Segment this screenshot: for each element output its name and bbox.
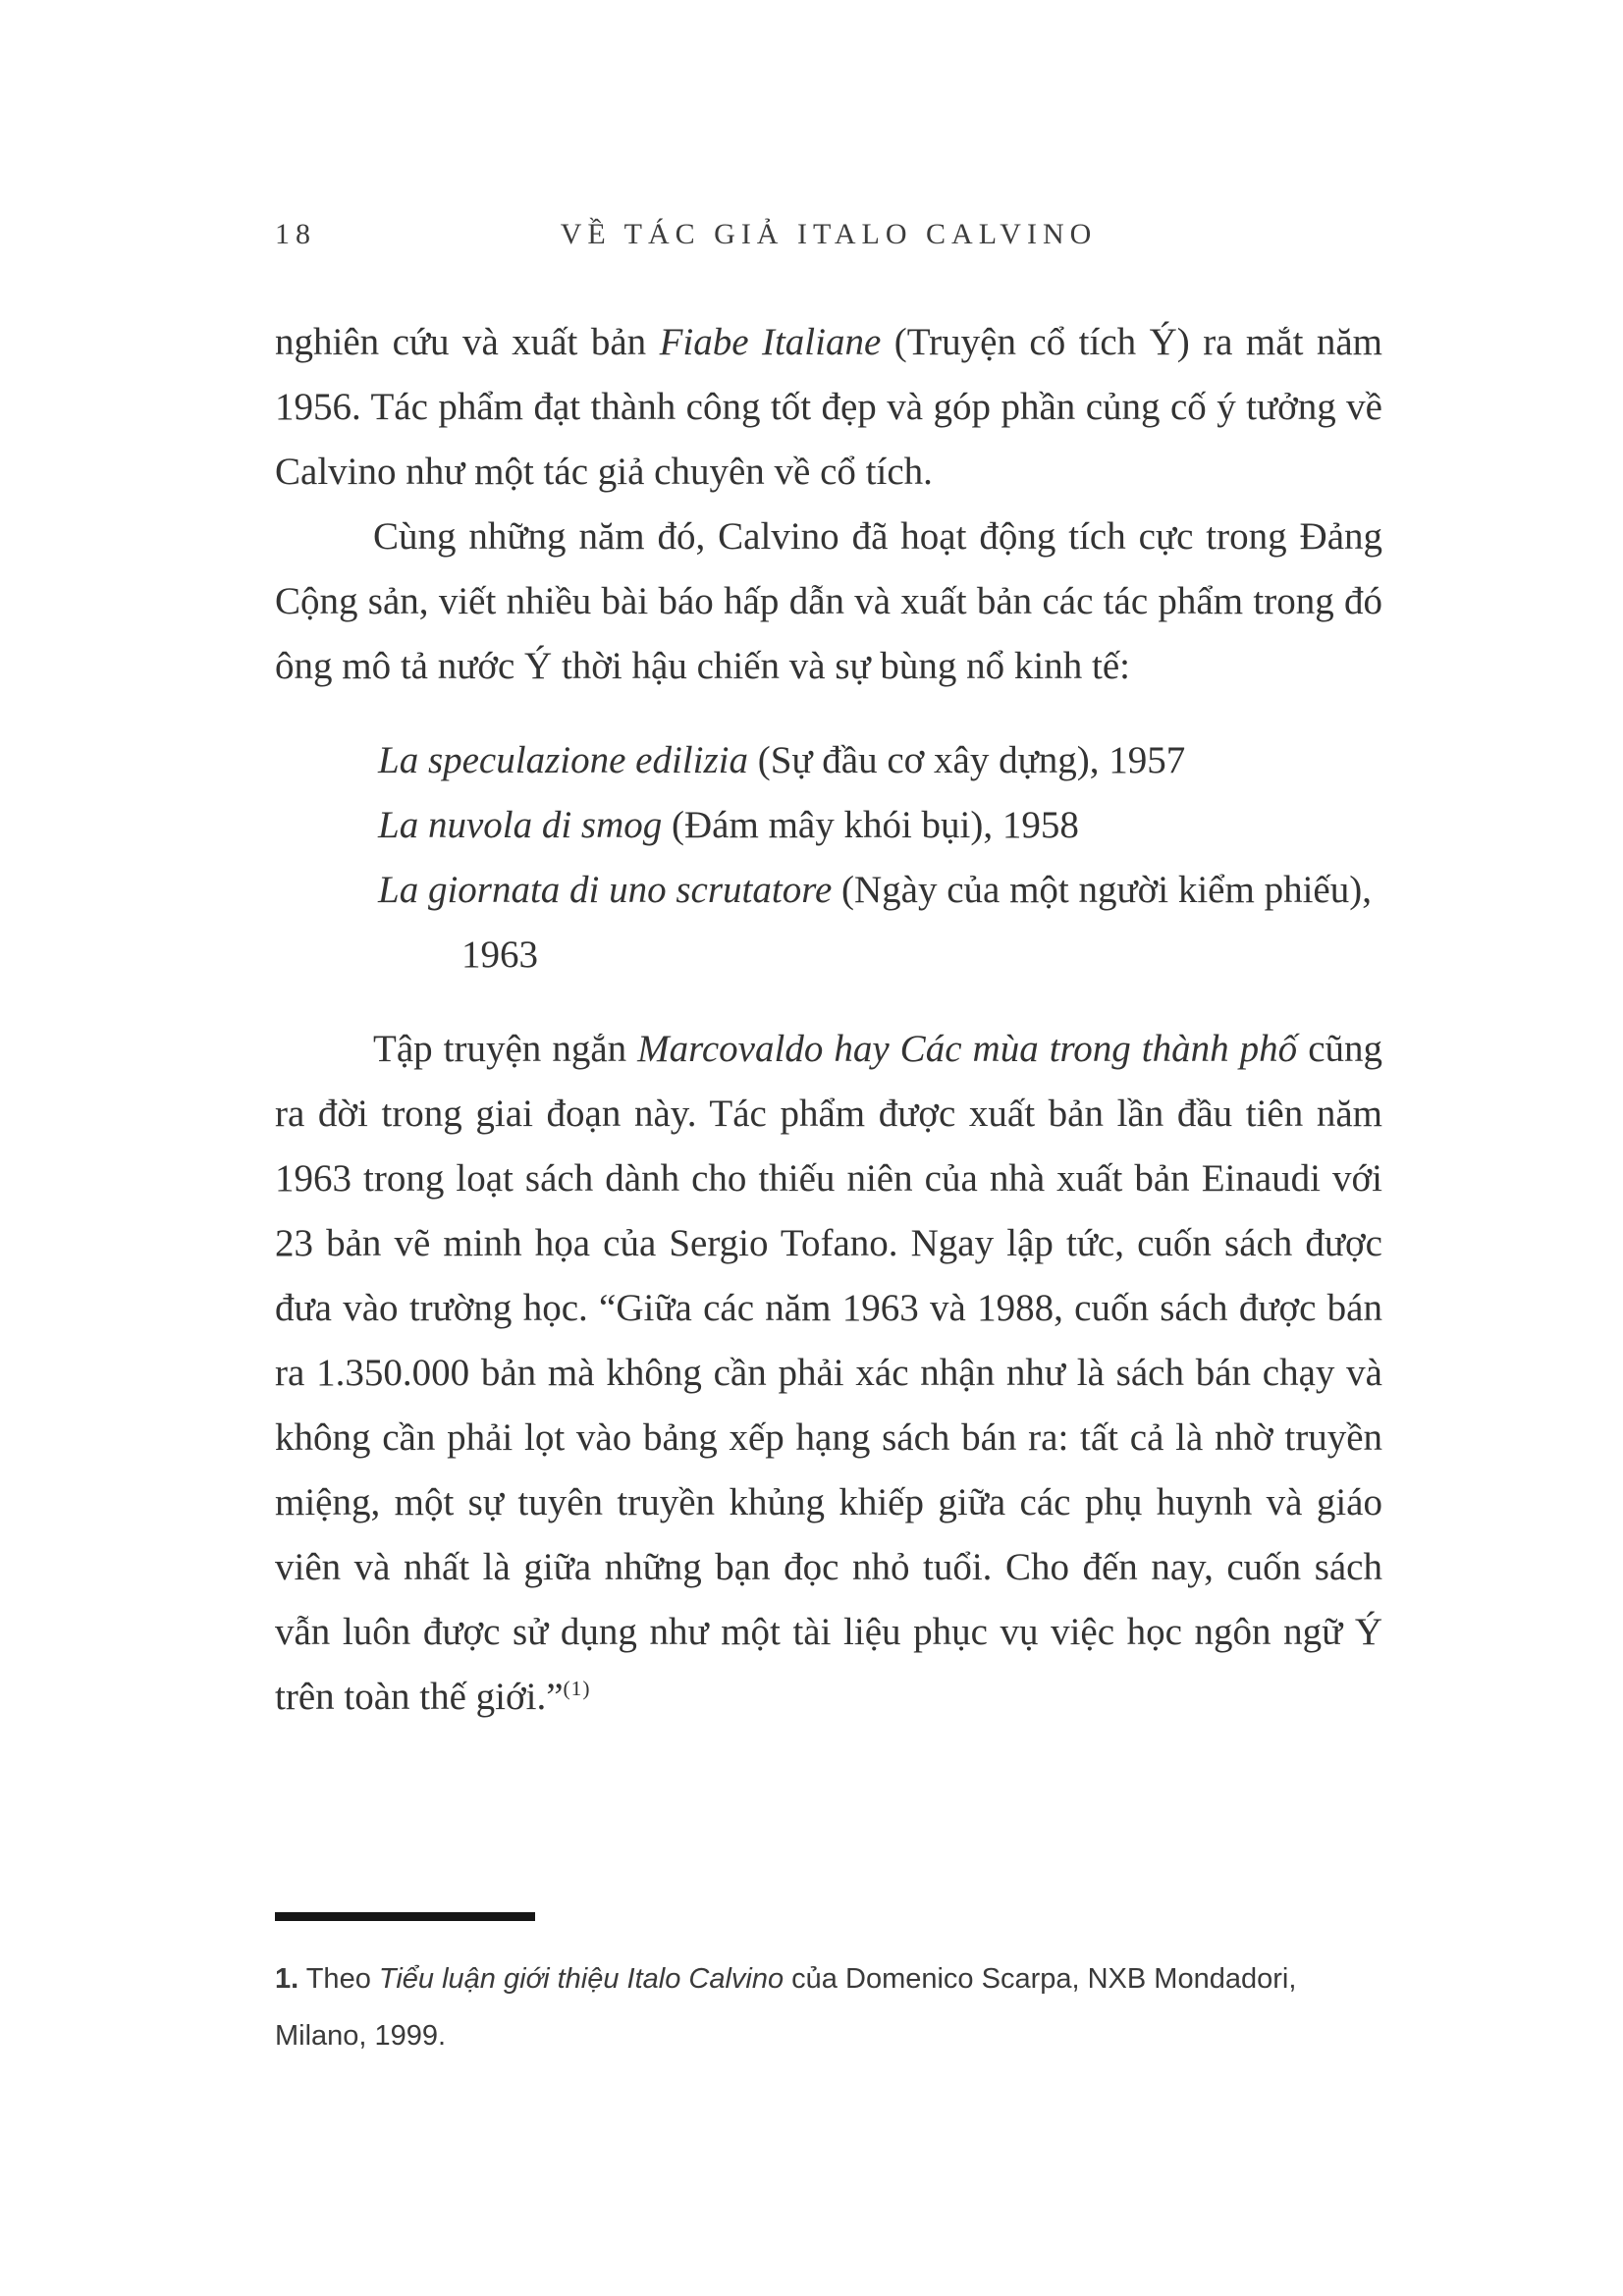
footnote-text — [275, 1950, 1382, 2064]
text-run: (Sự đầu cơ xây dựng), 1957 — [747, 739, 1186, 781]
book-title-italic: Fiabe Italiane — [659, 321, 882, 363]
text-run: (Ngày của một người kiểm phiếu), 1963 — [461, 869, 1372, 976]
book-list-item — [378, 728, 1382, 793]
page-body — [275, 310, 1382, 1730]
text-column — [275, 218, 1382, 1730]
text-run: (Đám mây khói bụi), 1958 — [662, 804, 1079, 846]
book-title-italic: La giornata di uno scrutatore — [378, 869, 833, 911]
running-title: VỀ TÁC GIẢ ITALO CALVINO — [560, 218, 1098, 250]
text-run: nghiên cứu và xuất bản — [275, 321, 660, 363]
footnote-area — [275, 1912, 1382, 2064]
book-title-italic: Marcovaldo hay Các mùa trong thành phố — [637, 1028, 1298, 1070]
text-run: Tập truyện ngắn — [373, 1028, 638, 1070]
text-run: của Domenico Scarpa, NXB Mondadori, Milano, 1999. — [275, 1963, 1297, 2052]
footnote-marker: 1. — [275, 1963, 299, 1995]
footnote-reference: (1) — [563, 1677, 591, 1700]
book-list-item — [378, 858, 1382, 988]
text-run: (Truyện cổ tích Ý) ra mắt năm 1956. Tác phẩm đạt thành công tốt đẹp và góp phần củng cố ý tưởng về Calvino như một tác giả chuyên về cổ tích. — [275, 321, 1382, 493]
page-number: 18 — [275, 218, 316, 250]
paragraph-3 — [275, 1017, 1382, 1730]
paragraph-1 — [275, 310, 1382, 505]
page-header — [275, 218, 1382, 259]
paragraph-2 — [275, 505, 1382, 699]
book-title-italic: La nuvola di smog — [378, 804, 663, 846]
text-run: Cùng những năm đó, Calvino đã hoạt động tích cực trong Đảng Cộng sản, viết nhiều bài báo hấp dẫn và xuất bản các tác phẩm trong đó ông mô tả nước Ý thời hậu chiến và sự bùng nổ kinh tế: — [275, 515, 1382, 687]
book-list-item — [378, 793, 1382, 858]
text-run: cũng ra đời trong giai đoạn này. Tác phẩm được xuất bản lần đầu tiên năm 1963 trong loạt sách dành cho thiếu niên của nhà xuất bản Einaudi với 23 bản vẽ minh họa của Sergio Tofano. Ngay lập tức, cuốn sách được đưa vào trường học. “Giữa các năm 1963 và 1988, cuốn sách được bán ra 1.350.000 bản mà không cần phải xác nhận như là sách bán chạy và không cần phải lọt vào bảng xếp hạng sách bán ra: tất cả là nhờ truyền miệng, một sự tuyên truyền khủng khiếp giữa các phụ huynh và giáo viên và nhất là giữa những bạn đọc nhỏ tuổi. Cho đến nay, cuốn sách vẫn luôn được sử dụng như một tài liệu phục vụ việc học ngôn ngữ Ý trên toàn thế giới.” — [275, 1028, 1383, 1718]
book-list — [378, 728, 1382, 988]
footnote-rule — [275, 1912, 535, 1921]
text-run: Theo — [298, 1963, 379, 1995]
essay-title-italic: Tiểu luận giới thiệu Italo Calvino — [378, 1963, 784, 1995]
book-title-italic: La speculazione edilizia — [378, 739, 748, 781]
